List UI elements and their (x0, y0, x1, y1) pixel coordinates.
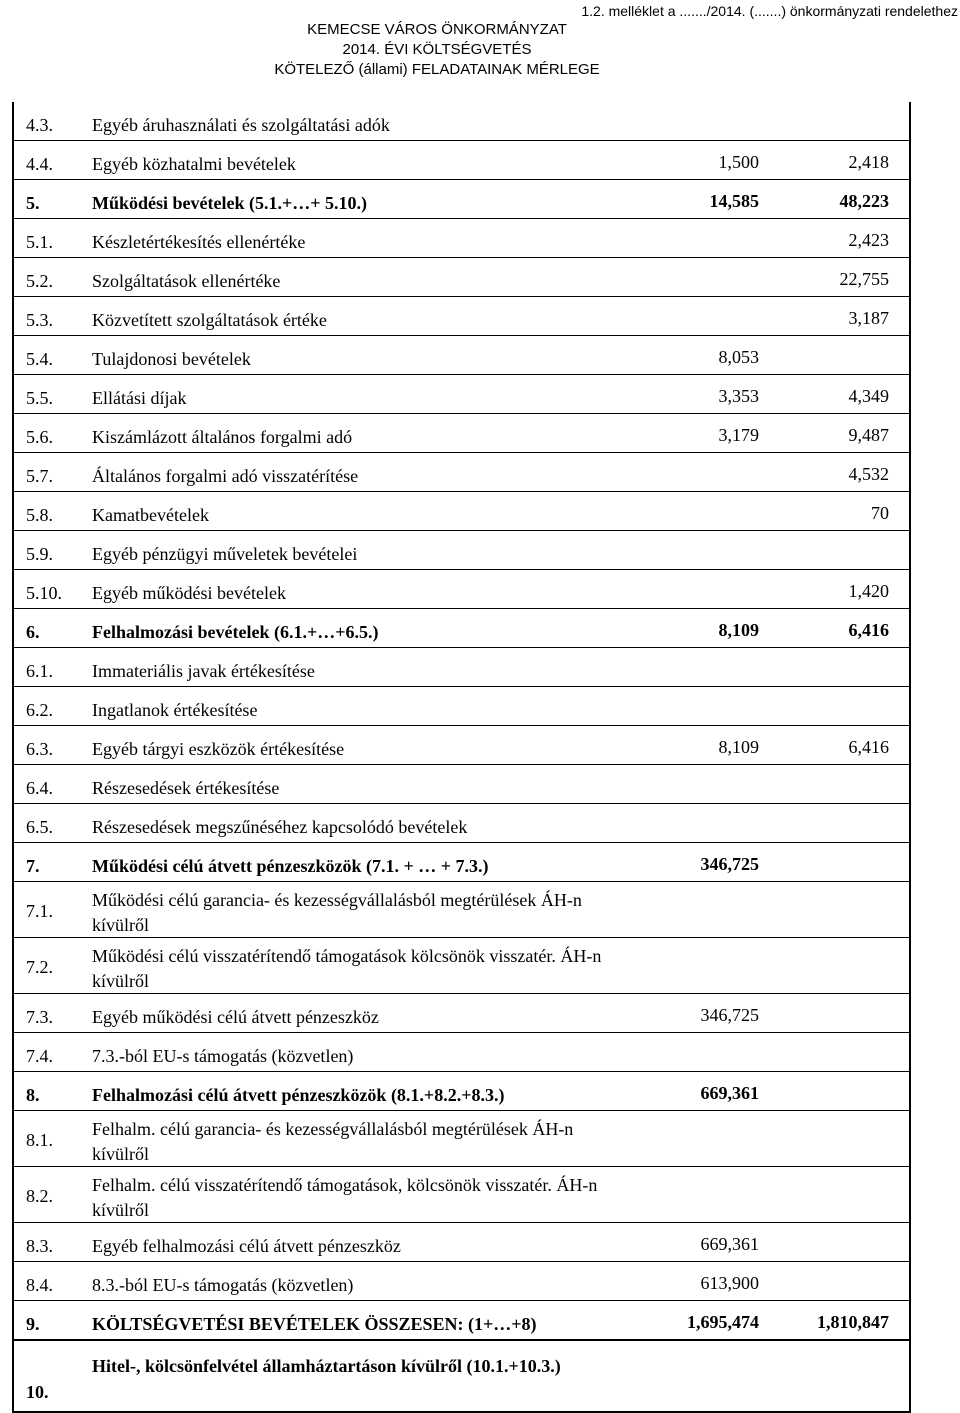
table-row (14, 375, 909, 414)
table-row (14, 414, 909, 453)
row-description: Egyéb működési célú átvett pénzeszköz (92, 1007, 379, 1027)
row-description: KÖLTSÉGVETÉSI BEVÉTELEK ÖSSZESEN: (1+…+8) (92, 1314, 537, 1334)
row-number: 9. (26, 1314, 40, 1334)
row-value-2: 2,418 (848, 152, 889, 172)
table-row (14, 531, 909, 570)
row-number: 8.1. (26, 1130, 53, 1150)
row-description: Felhalm. célú garancia- és kezességvállalásból megtérülések ÁH-n kívülről (92, 1119, 574, 1164)
row-value-2: 2,423 (848, 230, 889, 250)
row-number: 5.5. (26, 388, 53, 408)
row-number: 7.3. (26, 1007, 53, 1027)
row-description: Szolgáltatások ellenértéke (92, 271, 281, 291)
table-row (14, 765, 909, 804)
row-description: Részesedések megszűnéséhez kapcsolódó bevételek (92, 817, 468, 837)
row-description: Működési bevételek (5.1.+…+ 5.10.) (92, 193, 367, 213)
table-row (14, 492, 909, 531)
row-number: 8.4. (26, 1275, 53, 1295)
revenue-table (12, 102, 911, 1413)
row-value-2: 6,416 (848, 737, 889, 757)
table-row (14, 1223, 909, 1262)
table-row (14, 219, 909, 258)
table-row (14, 258, 909, 297)
row-description: Közvetített szolgáltatások értéke (92, 310, 327, 330)
table-row (14, 1033, 909, 1072)
header-title-budget: 2014. ÉVI KÖLTSÉGVETÉS (342, 41, 532, 58)
row-description: Működési célú átvett pénzeszközök (7.1. + … + 7.3.) (92, 856, 489, 876)
row-number: 6.5. (26, 817, 53, 837)
table-row (14, 994, 909, 1033)
row-number: 6. (26, 622, 40, 642)
table-row (14, 453, 909, 492)
row-number: 5.2. (26, 271, 53, 291)
row-description: Egyéb felhalmozási célú átvett pénzeszköz (92, 1236, 401, 1256)
table-row (14, 1301, 909, 1341)
row-description: Működési célú visszatérítendő támogatások kölcsönök visszatér. ÁH-n kívülről (92, 946, 602, 991)
row-value-2: 1,420 (848, 581, 889, 601)
table-row (14, 1167, 909, 1223)
row-description: Ingatlanok értékesítése (92, 700, 258, 720)
row-value-2: 4,349 (848, 386, 889, 406)
row-number: 8.3. (26, 1236, 53, 1256)
row-number: 5.10. (26, 583, 62, 603)
row-value-2: 1,810,847 (817, 1312, 889, 1332)
row-number: 6.1. (26, 661, 53, 681)
row-number: 5.9. (26, 544, 53, 564)
table-row (14, 843, 909, 882)
row-description: Felhalmozási bevételek (6.1.+…+6.5.) (92, 622, 379, 642)
row-number: 5.1. (26, 232, 53, 252)
row-description: Működési célú garancia- és kezességvállalásból megtérülések ÁH-n kívülről (92, 890, 582, 935)
row-number: 7.4. (26, 1046, 53, 1066)
row-value-2: 6,416 (848, 620, 889, 640)
row-number: 8. (26, 1085, 40, 1105)
row-number: 5.4. (26, 349, 53, 369)
row-number: 6.3. (26, 739, 53, 759)
row-value-1: 14,585 (709, 191, 759, 211)
row-value-1: 8,109 (718, 737, 759, 757)
row-number: 5.7. (26, 466, 53, 486)
row-value-1: 669,361 (700, 1083, 759, 1103)
table-row (14, 938, 909, 994)
row-description: Egyéb tárgyi eszközök értékesítése (92, 739, 345, 759)
row-value-1: 8,053 (718, 347, 759, 367)
row-value-2: 9,487 (848, 425, 889, 445)
row-description: Egyéb közhatalmi bevételek (92, 154, 296, 174)
row-value-1: 1,500 (718, 152, 759, 172)
row-description: 7.3.-ból EU-s támogatás (közvetlen) (92, 1046, 354, 1066)
row-value-1: 3,353 (718, 386, 759, 406)
table-row (14, 141, 909, 180)
row-description: Részesedések értékesítése (92, 778, 280, 798)
row-number: 5.6. (26, 427, 53, 447)
row-value-1: 613,900 (700, 1273, 759, 1293)
row-description: Immateriális javak értékesítése (92, 661, 315, 681)
header-title-balance: KÖTELEZŐ (állami) FELADATAINAK MÉRLEGE (274, 61, 600, 78)
row-number: 5.8. (26, 505, 53, 525)
row-value-2: 3,187 (848, 308, 889, 328)
table-row (14, 1341, 909, 1413)
row-value-2: 22,755 (839, 269, 889, 289)
row-value-2: 4,532 (848, 464, 889, 484)
row-description: Kiszámlázott általános forgalmi adó (92, 427, 353, 447)
table-row (14, 102, 909, 141)
row-description: Általános forgalmi adó visszatérítése (92, 466, 359, 486)
row-number: 7.2. (26, 957, 53, 977)
row-value-1: 669,361 (700, 1234, 759, 1254)
row-value-2: 70 (871, 503, 889, 523)
row-description: 8.3.-ból EU-s támogatás (közvetlen) (92, 1275, 354, 1295)
row-number: 8.2. (26, 1186, 53, 1206)
row-number: 6.2. (26, 700, 53, 720)
table-row (14, 570, 909, 609)
row-description: Hitel-, kölcsönfelvétel államháztartáson kívülről (10.1.+10.3.) (92, 1356, 561, 1376)
row-value-1: 3,179 (718, 425, 759, 445)
row-description: Ellátási díjak (92, 388, 187, 408)
table-row (14, 648, 909, 687)
table-row (14, 180, 909, 219)
row-value-1: 1,695,474 (687, 1312, 759, 1332)
table-row (14, 297, 909, 336)
row-description: Kamatbevételek (92, 505, 209, 525)
row-description: Egyéb működési bevételek (92, 583, 286, 603)
row-number: 7. (26, 856, 40, 876)
table-row (14, 882, 909, 938)
table-row (14, 1072, 909, 1111)
row-number: 7.1. (26, 901, 53, 921)
row-number: 5. (26, 193, 40, 213)
table-row (14, 336, 909, 375)
row-value-2: 48,223 (839, 191, 889, 211)
row-number: 5.3. (26, 310, 53, 330)
row-number: 6.4. (26, 778, 53, 798)
row-value-1: 8,109 (718, 620, 759, 640)
table-row (14, 1111, 909, 1167)
row-description: Készletértékesítés ellenértéke (92, 232, 306, 252)
table-row (14, 687, 909, 726)
table-row (14, 1262, 909, 1301)
table-row (14, 804, 909, 843)
header-title-municipality: KEMECSE VÁROS ÖNKORMÁNYZAT (307, 21, 567, 38)
row-description: Felhalm. célú visszatérítendő támogatások, kölcsönök visszatér. ÁH-n kívülről (92, 1175, 598, 1220)
row-description: Egyéb áruhasználati és szolgáltatási adók (92, 115, 390, 135)
row-value-1: 346,725 (700, 1005, 759, 1025)
table-row (14, 726, 909, 765)
row-description: Felhalmozási célú átvett pénzeszközök (8.1.+8.2.+8.3.) (92, 1085, 505, 1105)
table-row (14, 609, 909, 648)
annex-reference: 1.2. melléklet a ......./2014. (.......) önkormányzati rendelethez (581, 3, 958, 19)
document-header (0, 0, 960, 100)
row-number: 10. (26, 1382, 49, 1402)
row-number: 4.4. (26, 154, 53, 174)
row-description: Egyéb pénzügyi műveletek bevételei (92, 544, 358, 564)
row-number: 4.3. (26, 115, 53, 135)
row-value-1: 346,725 (700, 854, 759, 874)
row-description: Tulajdonosi bevételek (92, 349, 251, 369)
